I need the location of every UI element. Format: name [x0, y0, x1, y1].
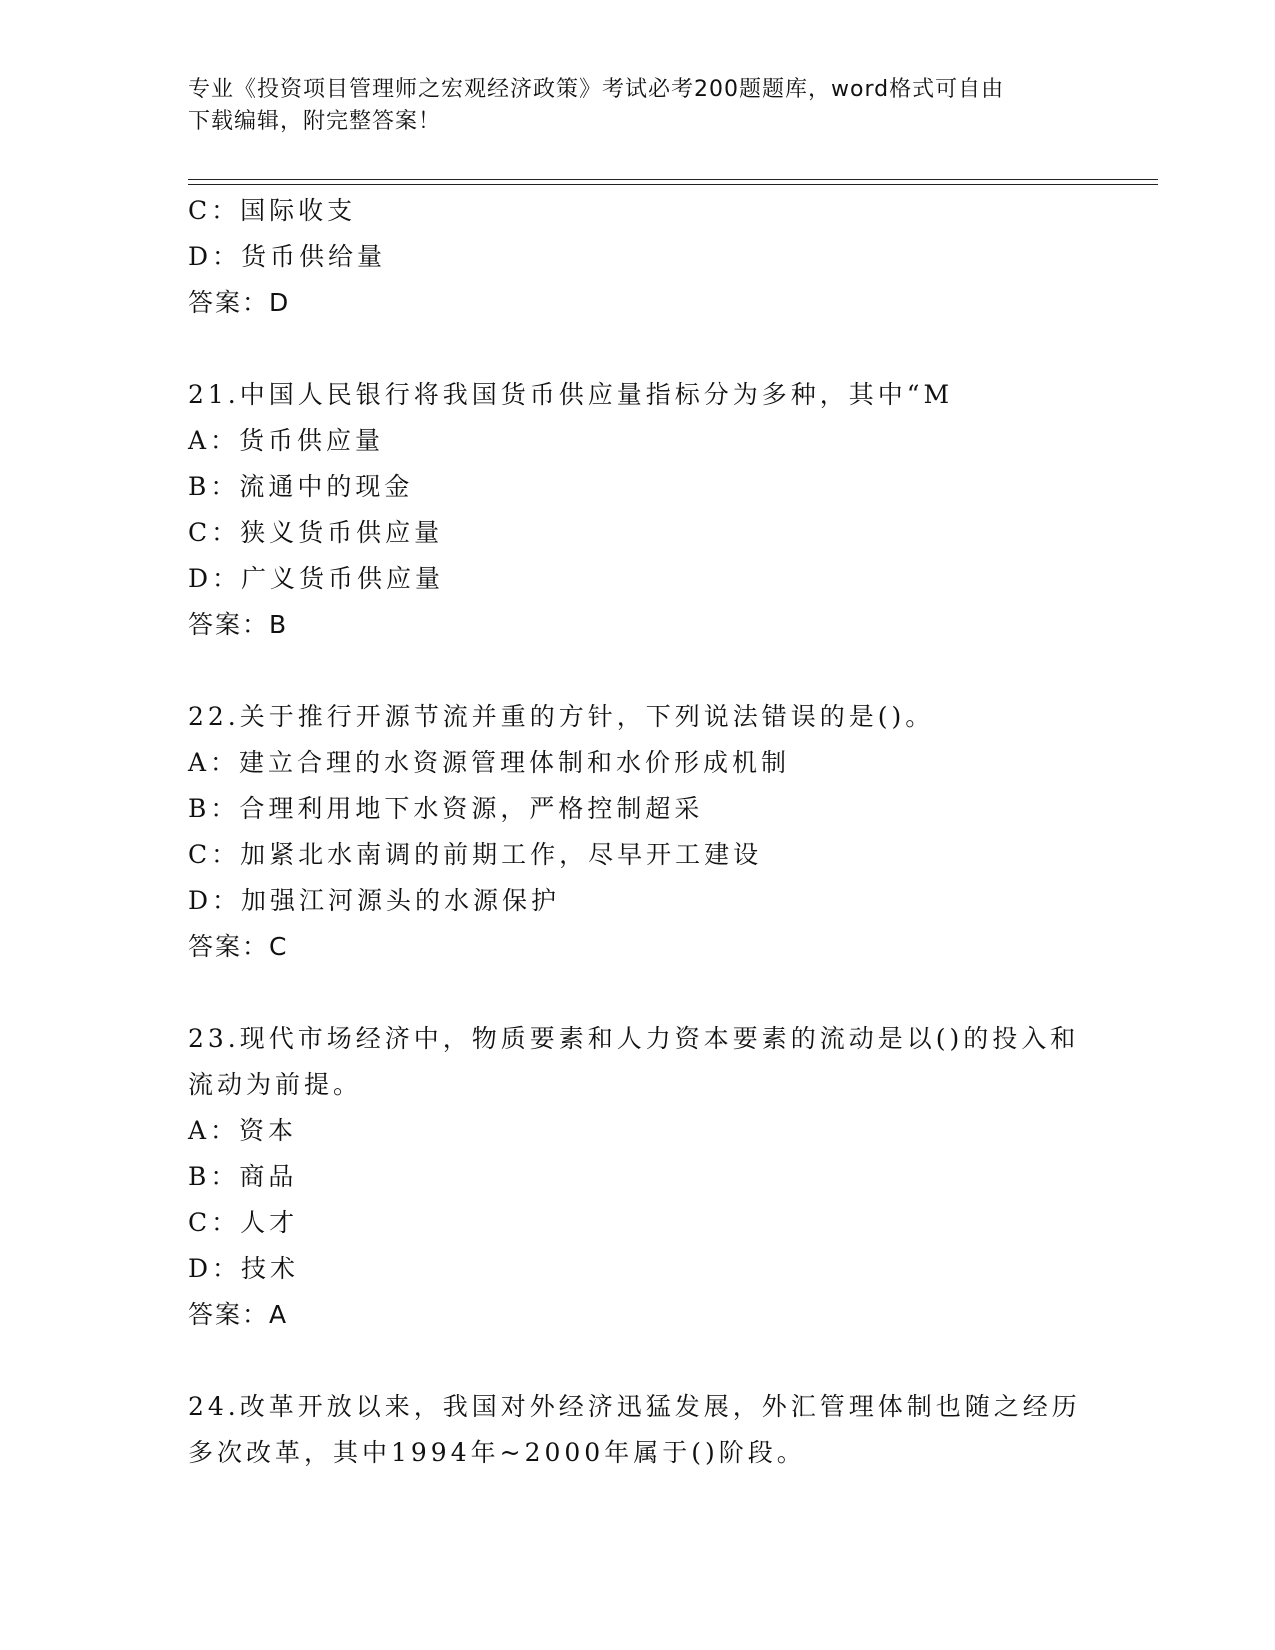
question-stem-continued: 流动为前提。 — [188, 1070, 363, 1099]
option-d: D：加强江河源头的水源保护 — [188, 886, 561, 915]
question-stem-continued: 多次改革，其中1994年~2000年属于()阶段。 — [188, 1438, 806, 1467]
option-c: C：国际收支 — [188, 196, 357, 225]
spacer — [188, 648, 1088, 694]
header-divider-top — [188, 179, 1158, 180]
option-c: C：狭义货币供应量 — [188, 518, 444, 547]
page-header — [188, 74, 1068, 138]
header-line-2: 下载编辑，附完整答案！ — [188, 109, 442, 134]
question-stem: 21.中国人民银行将我国货币供应量指标分为多种，其中“M — [188, 380, 954, 409]
question-block-prev — [188, 188, 1088, 326]
option-d: D：广义货币供应量 — [188, 564, 445, 593]
spacer — [188, 970, 1088, 1016]
question-stem: 24.改革开放以来，我国对外经济迅猛发展，外汇管理体制也随之经历 — [188, 1392, 1081, 1421]
question-stem: 22.关于推行开源节流并重的方针，下列说法错误的是()。 — [188, 702, 935, 731]
question-block-24 — [188, 1384, 1088, 1476]
header-divider-bottom — [188, 184, 1158, 185]
option-b: B：流通中的现金 — [188, 472, 414, 501]
question-block-21 — [188, 372, 1088, 648]
option-c: C：加紧北水南调的前期工作，尽早开工建设 — [188, 840, 763, 869]
spacer — [188, 1338, 1088, 1384]
option-a: A：建立合理的水资源管理体制和水价形成机制 — [188, 748, 791, 777]
option-b: B：合理利用地下水资源，严格控制超采 — [188, 794, 704, 823]
question-block-23 — [188, 1016, 1088, 1338]
answer-line: 答案：D — [188, 288, 291, 317]
option-a: A：资本 — [188, 1116, 298, 1145]
answer-line: 答案：A — [188, 1300, 289, 1329]
answer-line: 答案：B — [188, 610, 289, 639]
option-d: D：技术 — [188, 1254, 300, 1283]
question-stem: 23.现代市场经济中，物质要素和人力资本要素的流动是以()的投入和 — [188, 1024, 1080, 1053]
spacer — [188, 326, 1088, 372]
header-line-1: 专业《投资项目管理师之宏观经济政策》考试必考200题题库，word格式可自由 — [188, 77, 1005, 102]
option-b: B：商品 — [188, 1162, 298, 1191]
document-body — [188, 188, 1088, 1476]
option-a: A：货币供应量 — [188, 426, 385, 455]
option-c: C：人才 — [188, 1208, 299, 1237]
option-d: D：货币供给量 — [188, 242, 387, 271]
answer-line: 答案：C — [188, 932, 289, 961]
question-block-22 — [188, 694, 1088, 970]
